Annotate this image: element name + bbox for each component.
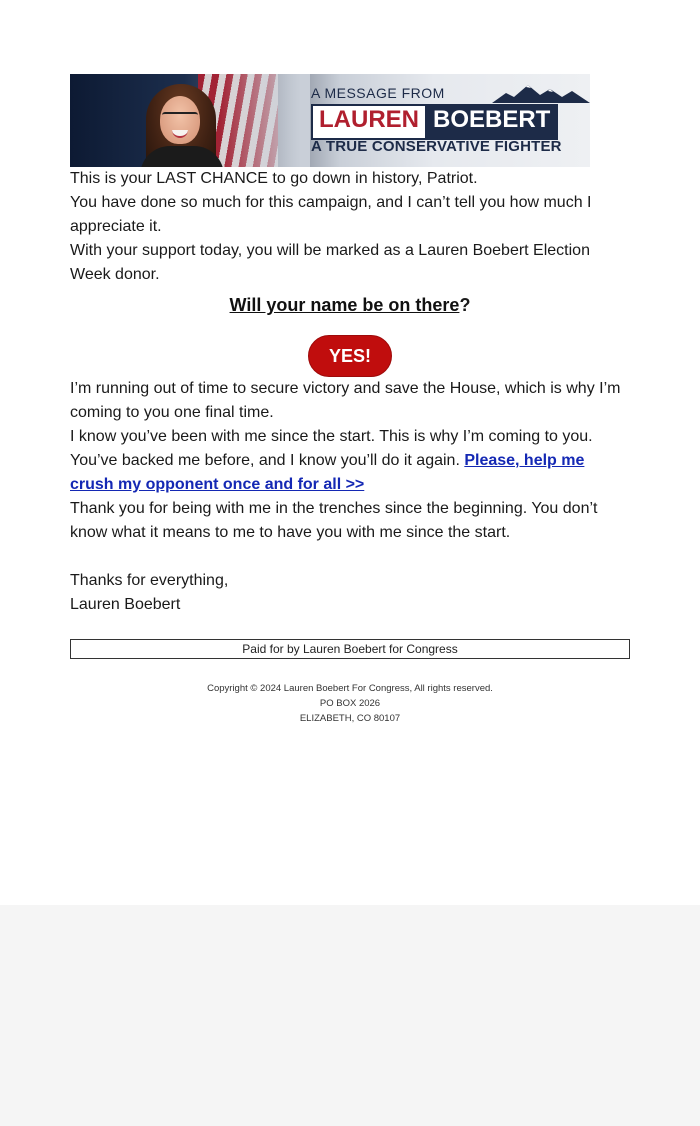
crush-opponent-link[interactable]: Please, help me crush my opponent once and for all >> — [70, 452, 585, 493]
signoff-text: Thanks for everything, — [70, 572, 229, 589]
backed-me-text: You’ve backed me before, and I know you’ll do it again. — [70, 452, 465, 469]
banner-kicker: A MESSAGE FROM — [311, 85, 445, 101]
banner-name-logo — [311, 104, 558, 140]
city-text: ELIZABETH, CO 80107 — [299, 713, 401, 724]
banner-first-name: LAUREN — [313, 106, 425, 138]
paragraph-thank-you: Thank you for being with me in the trenches since the beginning. You don’t know what it means to me to have you with me since the start. — [70, 500, 598, 541]
signature-block — [70, 569, 630, 617]
paid-for-box: Paid for by Lauren Boebert for Congress — [70, 639, 630, 659]
candidate-portrait — [130, 78, 230, 167]
cta-container — [70, 335, 630, 377]
flag-fade — [220, 74, 310, 167]
footer — [70, 681, 630, 726]
paragraph-since-start: I know you’ve been with me since the start. This is why I’m coming to you. — [70, 428, 593, 445]
portrait-glasses — [162, 112, 198, 123]
paragraph-running-out: I’m running out of time to secure victory and save the House, which is why I’m coming to you one final time. — [70, 380, 621, 421]
banner-tagline: A TRUE CONSERVATIVE FIGHTER — [311, 138, 562, 155]
ask-question-mark: ? — [459, 295, 471, 315]
email-content — [70, 74, 630, 726]
paragraph-donor-mark: With your support today, you will be marked as a Lauren Boebert Election Week donor. — [70, 242, 590, 283]
header-banner[interactable] — [70, 74, 590, 167]
paragraph-last-chance: This is your LAST CHANCE to go down in history, Patriot. — [70, 170, 478, 187]
po-box-text: PO BOX 2026 — [319, 698, 381, 709]
paragraph-appreciation: You have done so much for this campaign, and I can’t tell you how much I appreciate it. — [70, 194, 592, 235]
mountains-icon — [492, 83, 590, 103]
banner-last-name: BOEBERT — [433, 106, 551, 133]
signature-name: Lauren Boebert — [70, 596, 181, 613]
ask-heading — [70, 293, 630, 317]
copyright-text: Copyright © 2024 Lauren Boebert For Congress, All rights reserved. — [207, 683, 493, 694]
paragraph-backed-me — [70, 449, 630, 497]
yes-button[interactable]: YES! — [308, 335, 392, 377]
ask-link[interactable]: Will your name be on there — [229, 295, 460, 315]
